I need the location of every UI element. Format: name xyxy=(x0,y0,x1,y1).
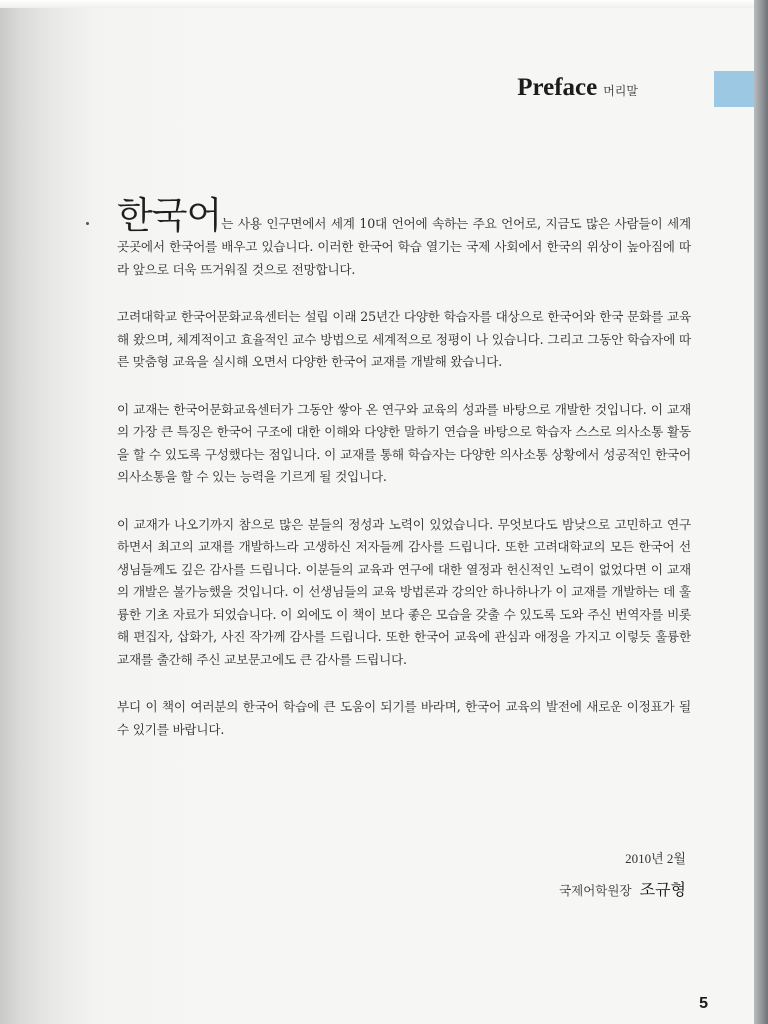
paragraph-5: 부디 이 책이 여러분의 한국어 학습에 큰 도움이 되기를 바라며, 한국어 교육의 발전에 새로운 이정표가 될 수 있기를 바랍니다. xyxy=(117,699,691,737)
paragraph-4: 이 교재가 나오기까지 참으로 많은 분들의 정성과 노력이 있었습니다. 무엇보다도 밤낮으로 고민하고 연구하면서 최고의 교재를 개발하느라 고생하신 저자들께 감사를 드립니다. 또한 고려대학교의 모든 한국어 선생님들께도 깊은 감사를 드립니다. 이분들의 교육과 연구에 대한 열정과 헌신적인 노력이 없었다면 이 교재의 개발은 불가능했을 것입니다. 이 선생님들의 교육 방법론과 강의안 하나하나가 이 교재를 개발하는 데 훌륭한 기초 자료가 되었습니다. 이 외에도 이 책이 보다 좋은 모습을 갖출 수 있도록 도와 주신 번역자를 비롯해 편집자, 삽화가, 사진 작가께 감사를 드립니다. 또한 한국어 교육에 관심과 애정을 가지고 이렇듯 훌륭한 교재를 출간해 주신 교보문고에도 큰 감사를 드립니다. xyxy=(117,516,691,667)
page-title: Preface xyxy=(517,74,598,101)
page-top-edge xyxy=(0,0,768,8)
page-subtitle: 머리말 xyxy=(603,84,638,98)
signature-name: 조규형 xyxy=(639,880,686,899)
paragraph-1-text: 는 사용 인구면에서 세계 10대 언어에 속하는 주요 언어로, 지금도 많은 사람들이 세계 곳곳에서 한국어를 배우고 있습니다. 이러한 한국어 학습 열기는 국제 사회에서 한국의 위상이 높아짐에 따라 앞으로 더욱 뜨거워질 것으로 전망합니다. xyxy=(117,216,691,277)
page-right-edge xyxy=(754,0,768,1024)
preface-body xyxy=(117,196,691,766)
paragraph-2: 고려대학교 한국어문화교육센터는 설립 이래 25년간 다양한 학습자를 대상으로 한국어와 한국 문화를 교육해 왔으며, 체계적이고 효율적인 교수 방법으로 세계적으로 정평이 나 있습니다. 그리고 그동안 학습자에 따른 맞춤형 교육을 실시해 오면서 다양한 한국어 교재를 개발해 왔습니다. xyxy=(117,309,691,369)
signature-block xyxy=(559,848,686,900)
paragraph-3: 이 교재는 한국어문화교육센터가 그동안 쌓아 온 연구와 교육의 성과를 바탕으로 개발한 것입니다. 이 교재의 가장 큰 특징은 한국어 구조에 대한 이해와 다양한 말하기 연습을 바탕으로 학습자 스스로 의사소통 활동을 할 수 있도록 구성했다는 점입니다. 이 교재를 통해 학습자는 다양한 의사소통 상황에서 성공적인 한국어 의사소통을 할 수 있는 능력을 기르게 될 것입니다. xyxy=(117,401,691,484)
chapter-tab-marker xyxy=(714,71,754,107)
signature-line xyxy=(559,877,686,900)
page-header xyxy=(517,74,638,102)
signature-date: 2010년 2월 xyxy=(625,851,686,866)
dropcap-word: 한국어 xyxy=(117,194,222,237)
page-number: 5 xyxy=(699,995,708,1012)
signature-title: 국제어학원장 xyxy=(559,883,632,898)
paragraph-1 xyxy=(117,196,691,281)
stray-mark xyxy=(86,222,89,225)
